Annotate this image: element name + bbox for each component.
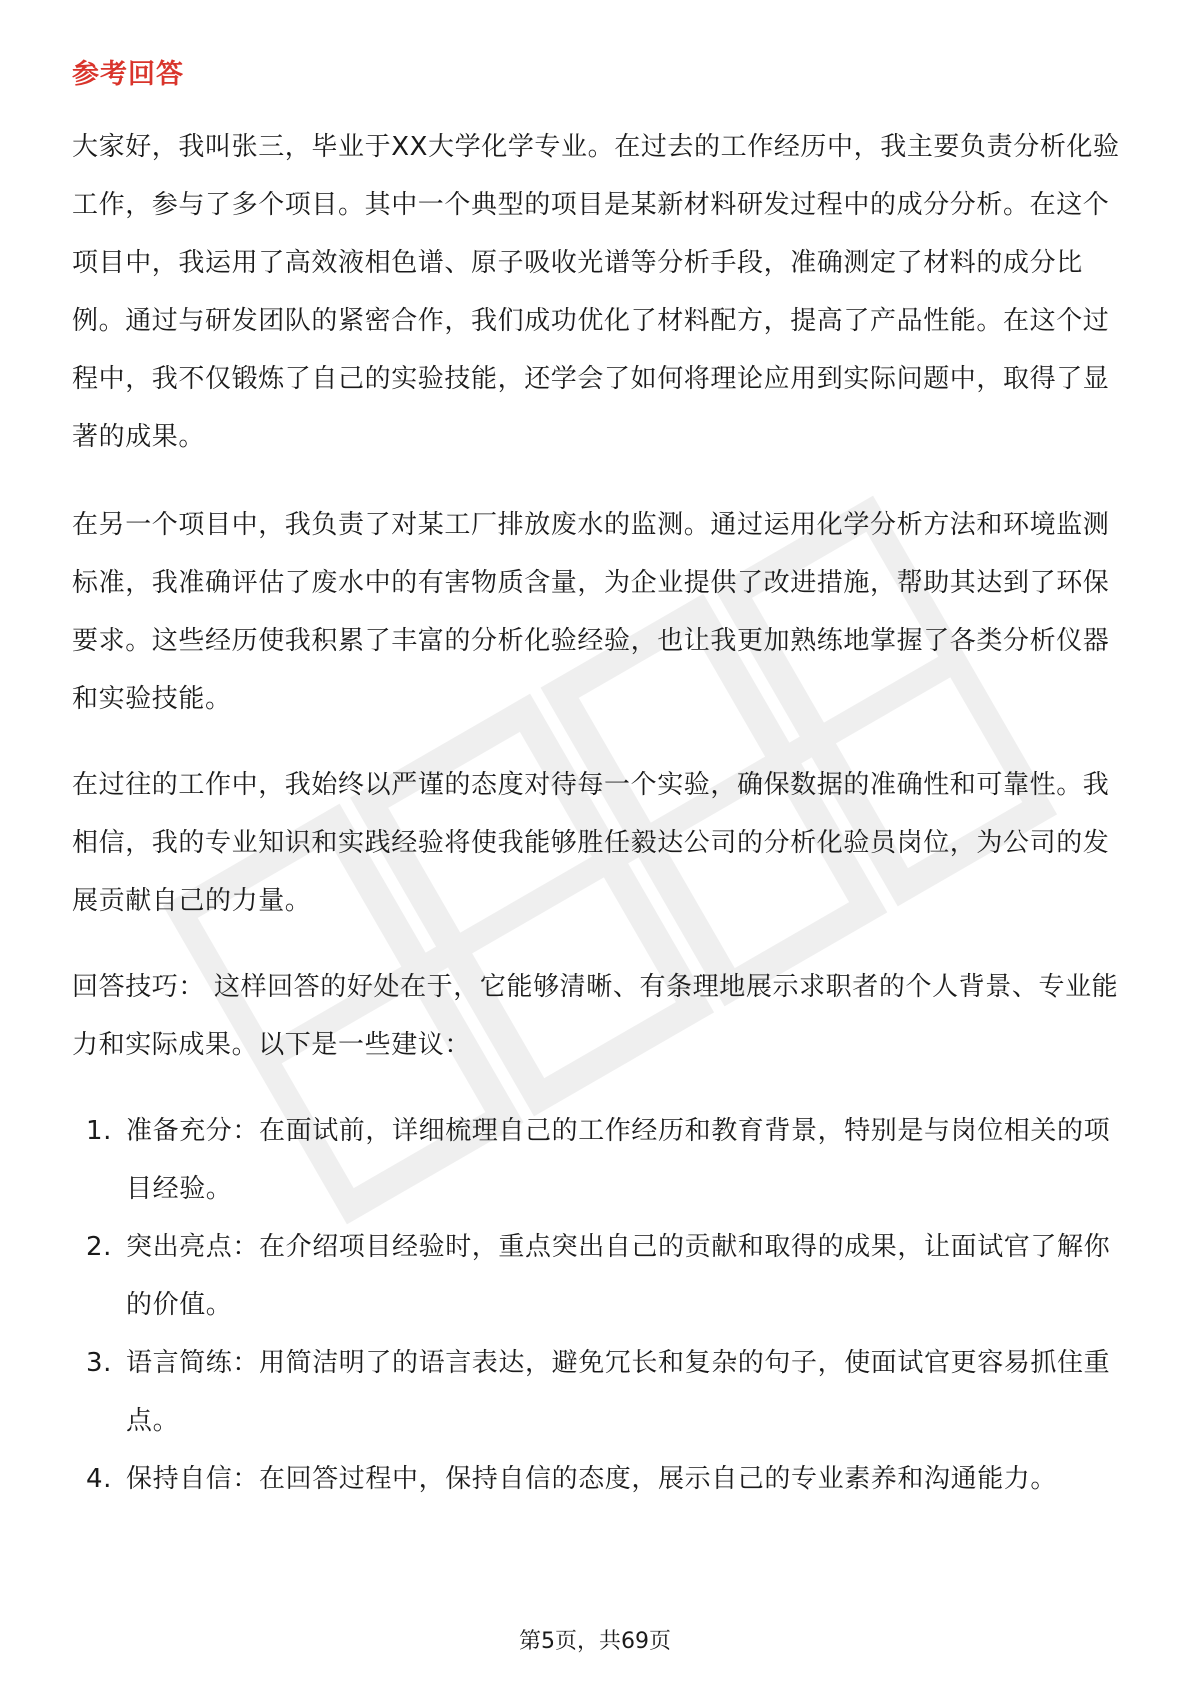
list-number: 3.: [86, 1348, 113, 1378]
tips-list: [72, 1102, 1128, 1508]
list-text: 保持自信：在回答过程中，保持自信的态度，展示自己的专业素养和沟通能力。: [126, 1464, 1058, 1494]
list-text: 突出亮点：在介绍项目经验时，重点突出自己的贡献和取得的成果，让面试官了解你的价值。: [126, 1232, 1111, 1320]
section-title: 参考回答: [72, 59, 184, 90]
list-number: 4.: [86, 1464, 113, 1494]
list-number: 1.: [86, 1116, 113, 1146]
list-item: [72, 1102, 1128, 1218]
list-item: [72, 1334, 1128, 1450]
answer-paragraph-2: 在另一个项目中，我负责了对某工厂排放废水的监测。通过运用化学分析方法和环境监测标准，我准确评估了废水中的有害物质含量，为企业提供了改进措施，帮助其达到了环保要求。这些经历使我积累了丰富的分析化验经验，也让我更加熟练地掌握了各类分析仪器和实验技能。: [72, 510, 1110, 714]
list-item: [72, 1218, 1128, 1334]
list-text: 语言简练：用简洁明了的语言表达，避免冗长和复杂的句子，使面试官更容易抓住重点。: [126, 1348, 1111, 1436]
page-number: 第5页，共69页: [519, 1629, 671, 1654]
list-text: 准备充分：在面试前，详细梳理自己的工作经历和教育背景，特别是与岗位相关的项目经验。: [126, 1116, 1111, 1204]
answer-paragraph-1: 大家好，我叫张三，毕业于XX大学化学专业。在过去的工作经历中，我主要负责分析化验工作，参与了多个项目。其中一个典型的项目是某新材料研发过程中的成分分析。在这个项目中，我运用了高效液相色谱、原子吸收光谱等分析手段，准确测定了材料的成分比例。通过与研发团队的紧密合作，我们成功优化了材料配方，提高了产品性能。在这个过程中，我不仅锻炼了自己的实验技能，还学会了如何将理论应用到实际问题中，取得了显著的成果。: [72, 132, 1120, 452]
tips-intro: 回答技巧： 这样回答的好处在于，它能够清晰、有条理地展示求职者的个人背景、专业能力和实际成果。以下是一些建议：: [72, 972, 1119, 1060]
answer-paragraph-3: 在过往的工作中，我始终以严谨的态度对待每一个实验，确保数据的准确性和可靠性。我相信，我的专业知识和实践经验将使我能够胜任毅达公司的分析化验员岗位，为公司的发展贡献自己的力量。: [72, 770, 1110, 916]
list-number: 2.: [86, 1232, 113, 1262]
list-item: [72, 1450, 1128, 1508]
